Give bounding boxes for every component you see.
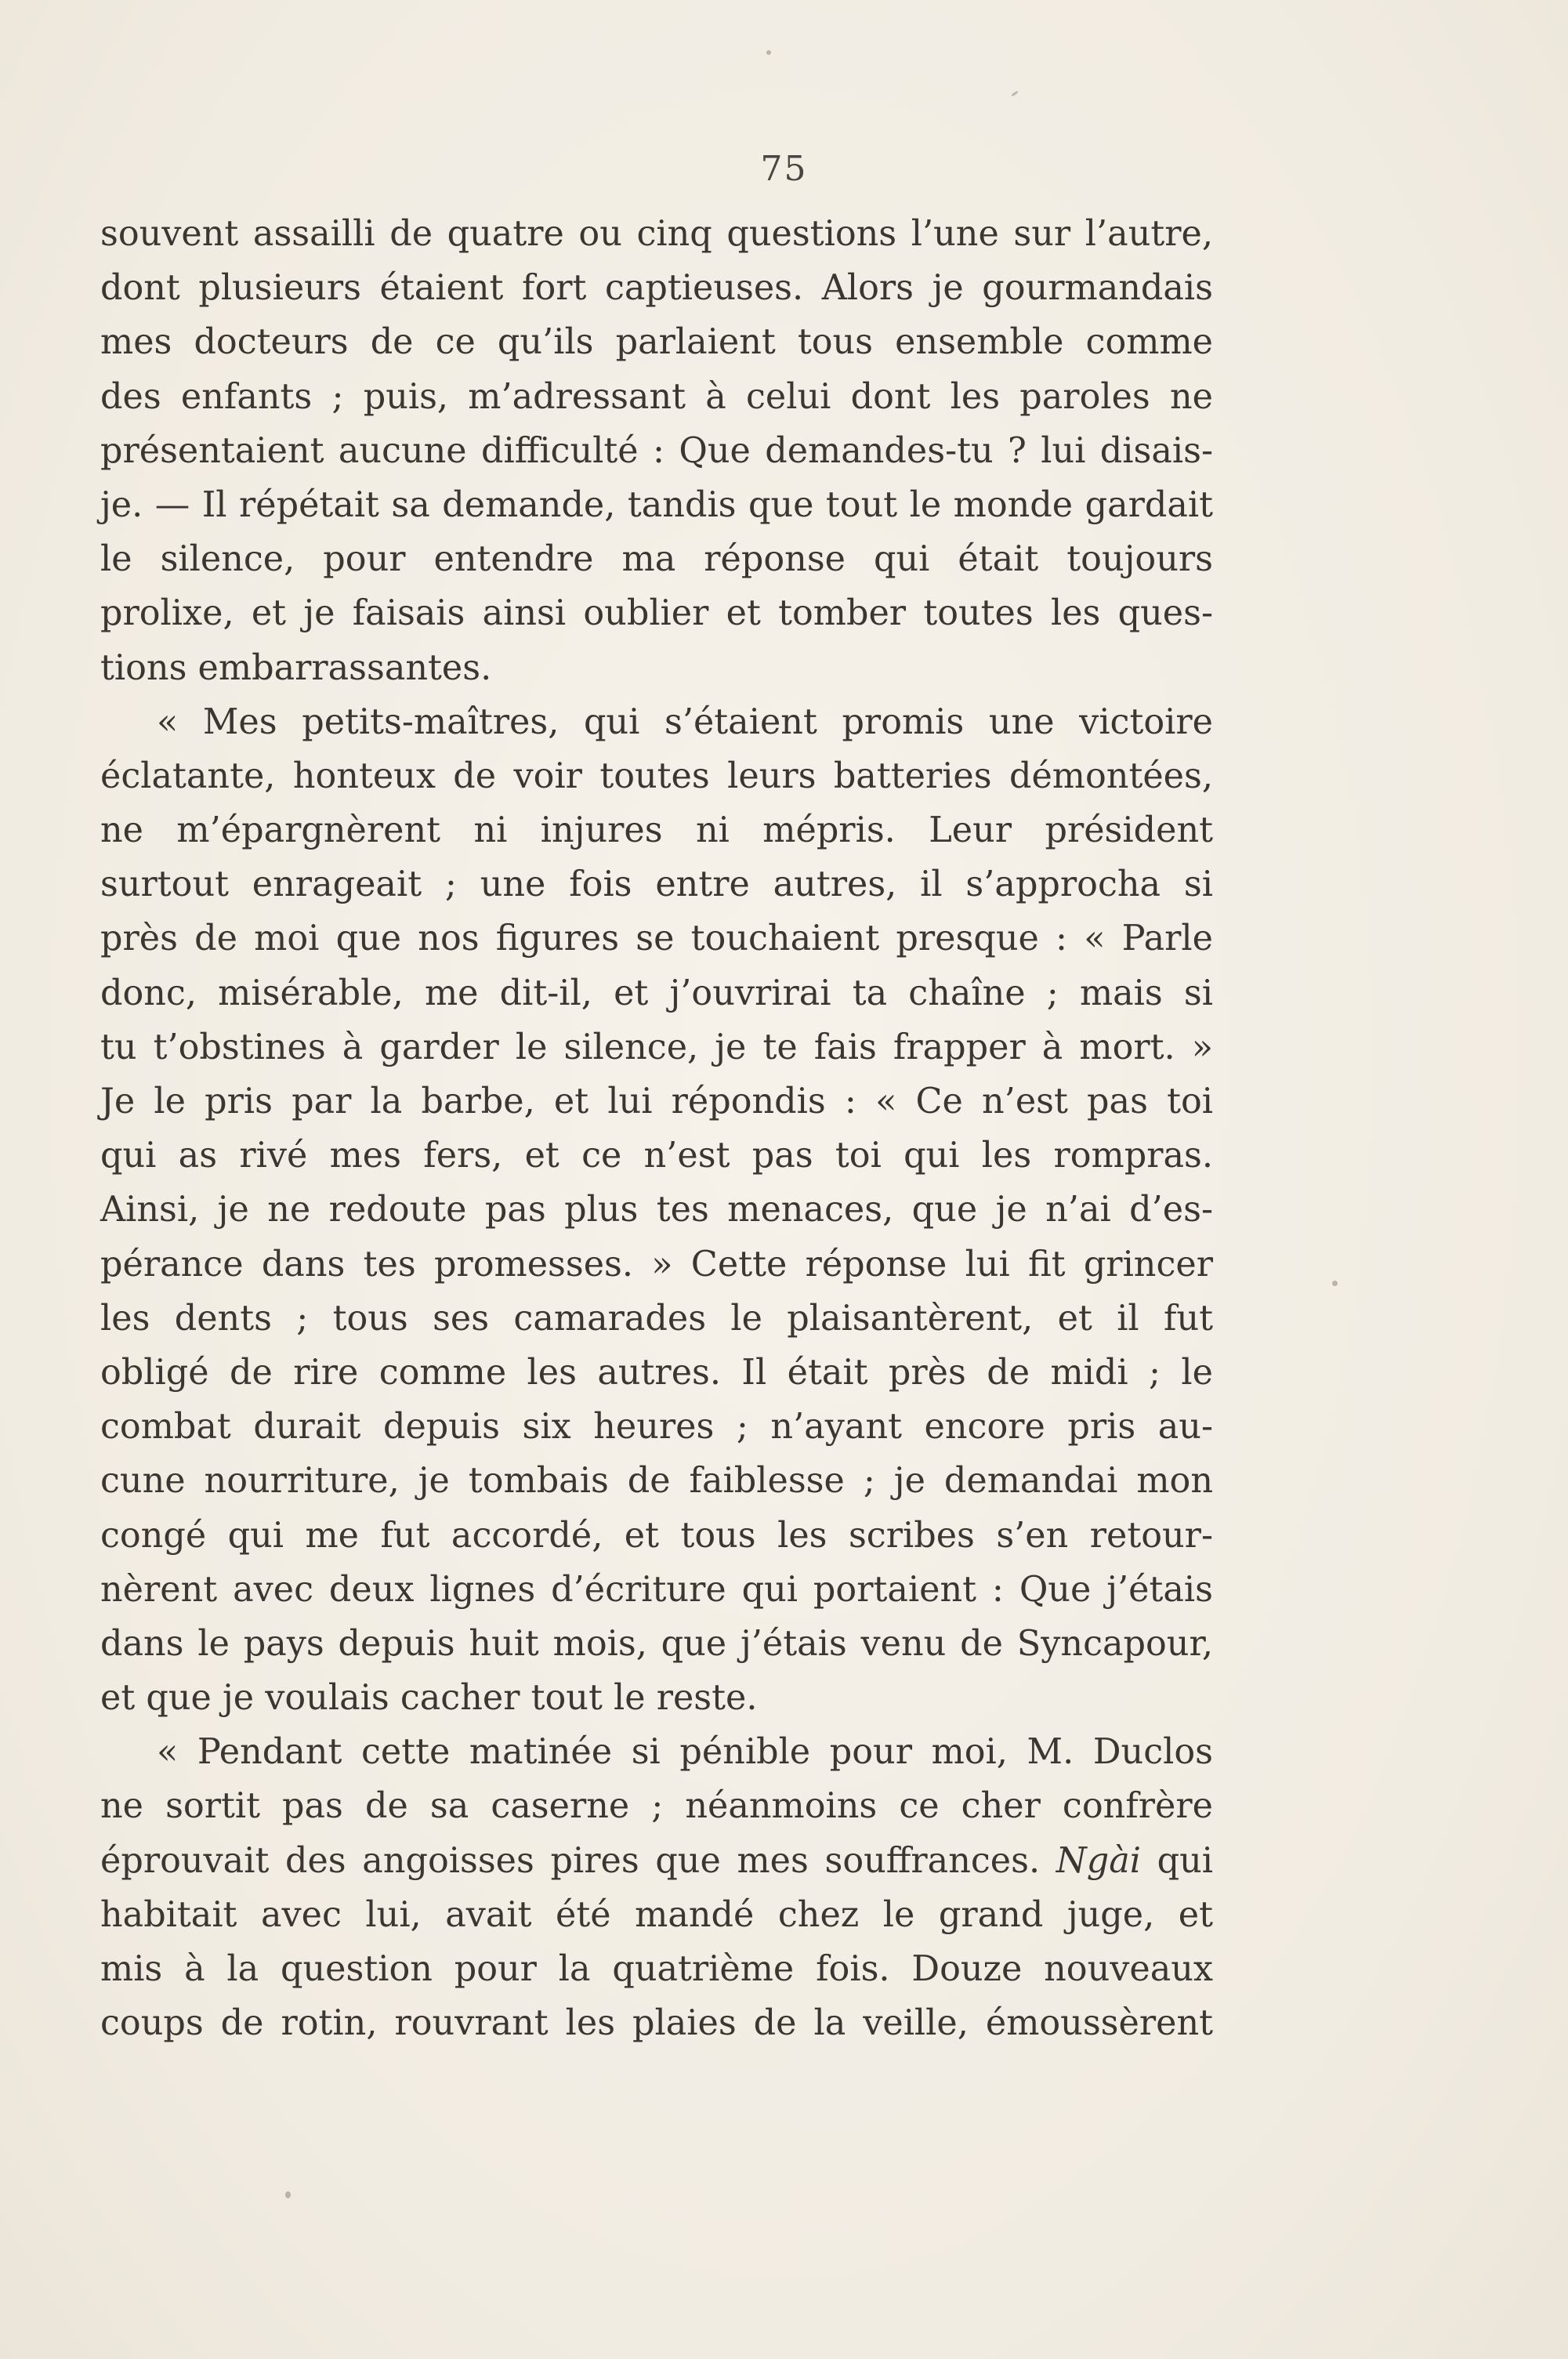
- text-line: cune nourriture, je tombais de faiblesse ; je demandai mon: [100, 1461, 1213, 1502]
- text-line: souvent assailli de quatre ou cinq questions l’une sur l’autre,: [100, 214, 1213, 254]
- text-line: ne sortit pas de sa caserne ; néanmoins ce cher confrère: [100, 1786, 1213, 1827]
- text-line: près de moi que nos figures se touchaient presque : « Parle: [100, 919, 1213, 959]
- text-line: dont plusieurs étaient fort captieuses. Alors je gourmandais: [100, 268, 1213, 309]
- text-line: pérance dans tes promesses. » Cette réponse lui fit grincer: [100, 1244, 1213, 1285]
- paper-speck: [766, 50, 771, 55]
- text-line: surtout enrageait ; une fois entre autres, il s’approcha si: [100, 864, 1213, 905]
- text-line: donc, misérable, me dit-il, et j’ouvrirai ta chaîne ; mais si: [100, 973, 1213, 1013]
- text-line: congé qui me fut accordé, et tous les scribes s’en retour-: [100, 1515, 1213, 1556]
- paragraph-start-line: « Mes petits-maîtres, qui s’étaient promis une victoire: [157, 701, 1213, 742]
- text-line: présentaient aucune difficulté : Que demandes-tu ? lui disais-: [100, 430, 1213, 471]
- text-line: nèrent avec deux lignes d’écriture qui portaient : Que j’étais: [100, 1569, 1213, 1610]
- text-line: le silence, pour entendre ma réponse qui était toujours: [100, 539, 1213, 580]
- paper-speck: [285, 2191, 291, 2198]
- text-line: éclatante, honteux de voir toutes leurs batteries démontées,: [100, 756, 1213, 796]
- text-line: coups de rotin, rouvrant les plaies de la veille, émoussèrent: [100, 2003, 1213, 2044]
- text-line: les dents ; tous ses camarades le plaisantèrent, et il fut: [100, 1298, 1213, 1339]
- text-line: ne m’épargnèrent ni injures ni mépris. Leur président: [100, 810, 1213, 851]
- text-line: Ainsi, je ne redoute pas plus tes menaces, que je n’ai d’es-: [100, 1190, 1213, 1230]
- text-line: qui as rivé mes fers, et ce n’est pas toi qui les rompras.: [100, 1136, 1213, 1176]
- text-line: mis à la question pour la quatrième fois. Douze nouveaux: [100, 1949, 1213, 1989]
- line-tail: qui: [1140, 1840, 1213, 1881]
- text-line: tu t’obstines à garder le silence, je te fais frapper à mort. »: [100, 1027, 1213, 1067]
- text-line: Je le pris par la barbe, et lui répondis : « Ce n’est pas toi: [100, 1082, 1213, 1122]
- text-line: mes docteurs de ce qu’ils parlaient tous ensemble comme: [100, 322, 1213, 363]
- text-line: obligé de rire comme les autres. Il était près de midi ; le: [100, 1352, 1213, 1393]
- line-text: éprouvait des angoisses pires que mes souffrances.: [100, 1840, 1041, 1881]
- page-number: 75: [760, 149, 808, 189]
- text-line: je. — Il répétait sa demande, tandis que tout le monde gardait: [100, 484, 1213, 525]
- text-line-with-italic: [100, 1834, 1213, 1888]
- italic-name: Ngài: [1056, 1840, 1141, 1881]
- paragraph-start-line: « Pendant cette matinée si pénible pour moi, M. Duclos: [157, 1732, 1213, 1773]
- body-text: [100, 207, 1213, 2050]
- text-line: tions embarrassantes.: [100, 647, 492, 688]
- text-line: combat durait depuis six heures ; n’ayant encore pris au-: [100, 1407, 1213, 1448]
- text-line: habitait avec lui, avait été mandé chez le grand juge, et: [100, 1894, 1213, 1935]
- text-line: et que je voulais cacher tout le reste.: [100, 1678, 758, 1719]
- paper-speck: [1011, 90, 1019, 96]
- text-line: prolixe, et je faisais ainsi oublier et tomber toutes les ques-: [100, 593, 1213, 634]
- paper-speck: [1332, 1281, 1338, 1286]
- text-line: des enfants ; puis, m’adressant à celui dont les paroles ne: [100, 376, 1213, 417]
- text-line: dans le pays depuis huit mois, que j’étais venu de Syncapour,: [100, 1623, 1213, 1664]
